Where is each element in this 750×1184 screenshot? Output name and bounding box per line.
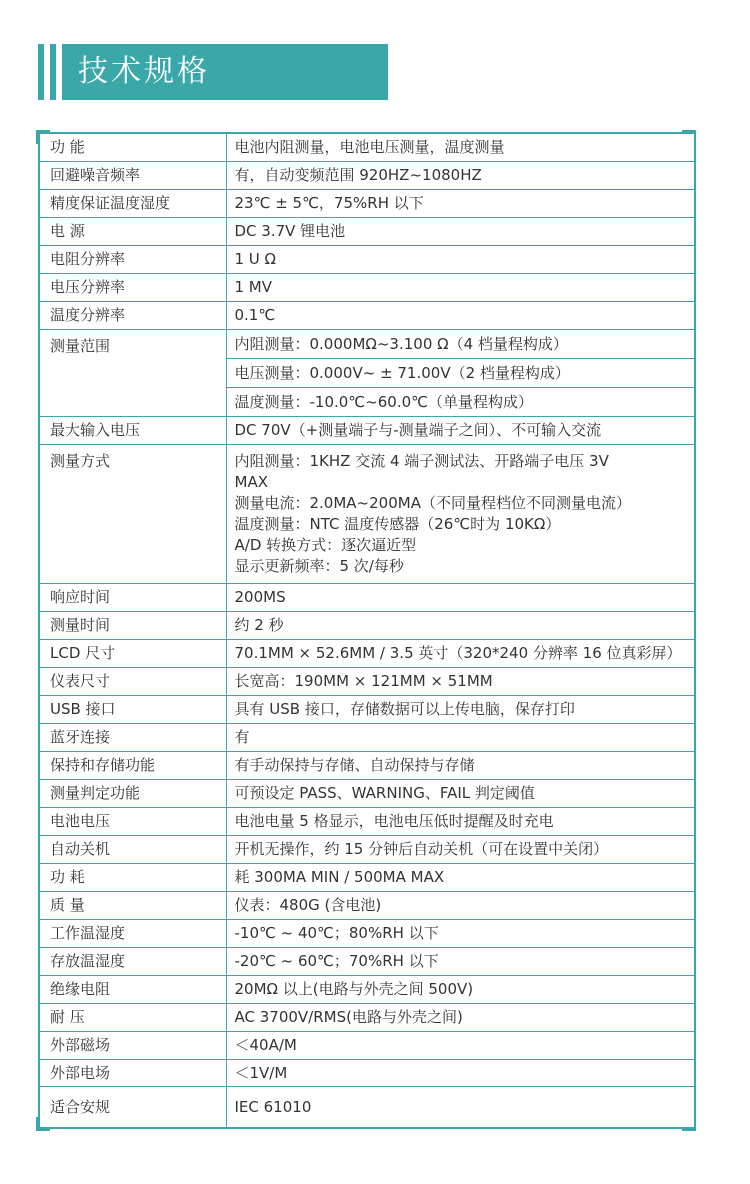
table-row	[39, 835, 695, 863]
table-row	[39, 751, 695, 779]
spec-label: 工作温湿度	[39, 919, 226, 947]
spec-value: 约 2 秒	[226, 611, 695, 639]
spec-label: 外部磁场	[39, 1031, 226, 1059]
spec-label: 测量方式	[39, 444, 226, 583]
table-row	[39, 133, 695, 161]
table-row	[39, 189, 695, 217]
spec-label: 电阻分辨率	[39, 245, 226, 273]
header-accent-bar-right	[50, 44, 56, 100]
spec-value: 0.1℃	[226, 301, 695, 329]
table-row	[39, 416, 695, 444]
spec-label: 质 量	[39, 891, 226, 919]
spec-label: 响应时间	[39, 583, 226, 611]
spec-value-subrow: 温度测量：-10.0℃~60.0℃（单量程构成）	[234, 392, 533, 411]
spec-label: 测量范围	[39, 329, 226, 416]
spec-value-line: 测量电流：2.0MA~200MA（不同量程档位不同测量电流）	[234, 493, 631, 512]
spec-value: 耗 300MA MIN / 500MA MAX	[226, 863, 695, 891]
spec-value: 23℃ ± 5℃，75%RH 以下	[226, 189, 695, 217]
spec-value: 70.1MM × 52.6MM / 3.5 英寸（320*240 分辨率 16 位真彩屏）	[226, 639, 695, 667]
table-row	[39, 583, 695, 611]
spec-label: USB 接口	[39, 695, 226, 723]
spec-value: ＜40A/M	[226, 1031, 695, 1059]
spec-value: AC 3700V/RMS(电路与外壳之间)	[226, 1003, 695, 1031]
spec-label: 绝缘电阻	[39, 975, 226, 1003]
spec-value: 有，自动变频范围 920HZ~1080HZ	[226, 161, 695, 189]
spec-value	[226, 329, 695, 416]
spec-value: 电池电量 5 格显示，电池电压低时提醒及时充电	[226, 807, 695, 835]
spec-label: 电 源	[39, 217, 226, 245]
spec-value: 仪表：480G (含电池)	[226, 891, 695, 919]
spec-label: 适合安规	[39, 1086, 226, 1128]
spec-value: 开机无操作，约 15 分钟后自动关机（可在设置中关闭）	[226, 835, 695, 863]
spec-value-line: MAX	[234, 472, 268, 491]
spec-value: 可预设定 PASS、WARNING、FAIL 判定阈值	[226, 779, 695, 807]
table-row	[39, 161, 695, 189]
spec-label: 功 能	[39, 133, 226, 161]
table-row	[39, 245, 695, 273]
table-row	[39, 919, 695, 947]
spec-label: 蓝牙连接	[39, 723, 226, 751]
spec-label: 仪表尺寸	[39, 667, 226, 695]
spec-value: -20℃ ~ 60℃；70%RH 以下	[226, 947, 695, 975]
section-title: 技术规格	[62, 44, 388, 100]
table-row	[39, 695, 695, 723]
spec-value: 1 MV	[226, 273, 695, 301]
spec-label: 功 耗	[39, 863, 226, 891]
spec-label: 耐 压	[39, 1003, 226, 1031]
table-row	[39, 639, 695, 667]
spec-value	[226, 444, 695, 583]
table-row	[39, 975, 695, 1003]
spec-table-container	[38, 132, 694, 1129]
spec-label: 精度保证温度湿度	[39, 189, 226, 217]
table-row	[39, 779, 695, 807]
spec-value: DC 70V（+测量端子与-测量端子之间）、不可输入交流	[226, 416, 695, 444]
spec-value-line: 显示更新频率：5 次/每秒	[234, 556, 404, 575]
spec-value: 200MS	[226, 583, 695, 611]
spec-label: 最大输入电压	[39, 416, 226, 444]
spec-label: 外部电场	[39, 1059, 226, 1086]
table-row	[39, 301, 695, 329]
table-row	[39, 807, 695, 835]
table-row	[39, 1003, 695, 1031]
spec-value: 有手动保持与存储、自动保持与存储	[226, 751, 695, 779]
spec-label: 电池电压	[39, 807, 226, 835]
spec-value: -10℃ ~ 40℃；80%RH 以下	[226, 919, 695, 947]
table-row	[39, 329, 695, 416]
table-row	[39, 1086, 695, 1128]
spec-label: 测量时间	[39, 611, 226, 639]
spec-label: 存放温湿度	[39, 947, 226, 975]
spec-label: 自动关机	[39, 835, 226, 863]
spec-label: 温度分辨率	[39, 301, 226, 329]
table-row	[39, 217, 695, 245]
spec-label: 回避噪音频率	[39, 161, 226, 189]
spec-label: 保持和存储功能	[39, 751, 226, 779]
spec-value-subrow: 电压测量：0.000V~ ± 71.00V（2 档量程构成）	[227, 359, 695, 388]
spec-label: 测量判定功能	[39, 779, 226, 807]
spec-value: 有	[226, 723, 695, 751]
table-row	[39, 273, 695, 301]
table-row	[39, 667, 695, 695]
spec-value: ＜1V/M	[226, 1059, 695, 1086]
spec-value: 具有 USB 接口，存储数据可以上传电脑，保存打印	[226, 695, 695, 723]
table-row	[39, 863, 695, 891]
table-row	[39, 1059, 695, 1086]
spec-value-line: 温度测量：NTC 温度传感器（26℃时为 10KΩ）	[234, 514, 561, 533]
table-row	[39, 891, 695, 919]
table-row	[39, 444, 695, 583]
spec-table-body	[39, 133, 695, 1128]
spec-value-line: 内阻测量：1KHZ 交流 4 端子测试法、开路端子电压 3V	[234, 451, 609, 470]
spec-value: 1 U Ω	[226, 245, 695, 273]
spec-value: 长宽高：190MM × 121MM × 51MM	[226, 667, 695, 695]
header-accent-bar-left	[38, 44, 44, 100]
spec-value: 电池内阻测量，电池电压测量，温度测量	[226, 133, 695, 161]
spec-value-subrow: 内阻测量：0.000MΩ~3.100 Ω（4 档量程构成）	[227, 330, 695, 359]
spec-label: LCD 尺寸	[39, 639, 226, 667]
table-row	[39, 947, 695, 975]
spec-label: 电压分辨率	[39, 273, 226, 301]
spec-value: 20MΩ 以上(电路与外壳之间 500V)	[226, 975, 695, 1003]
table-row	[39, 611, 695, 639]
spec-value: IEC 61010	[226, 1086, 695, 1128]
table-row	[39, 1031, 695, 1059]
spec-table	[38, 132, 696, 1129]
spec-value-line: A/D 转换方式：逐次逼近型	[234, 535, 417, 554]
spec-value: DC 3.7V 锂电池	[226, 217, 695, 245]
table-row	[39, 723, 695, 751]
